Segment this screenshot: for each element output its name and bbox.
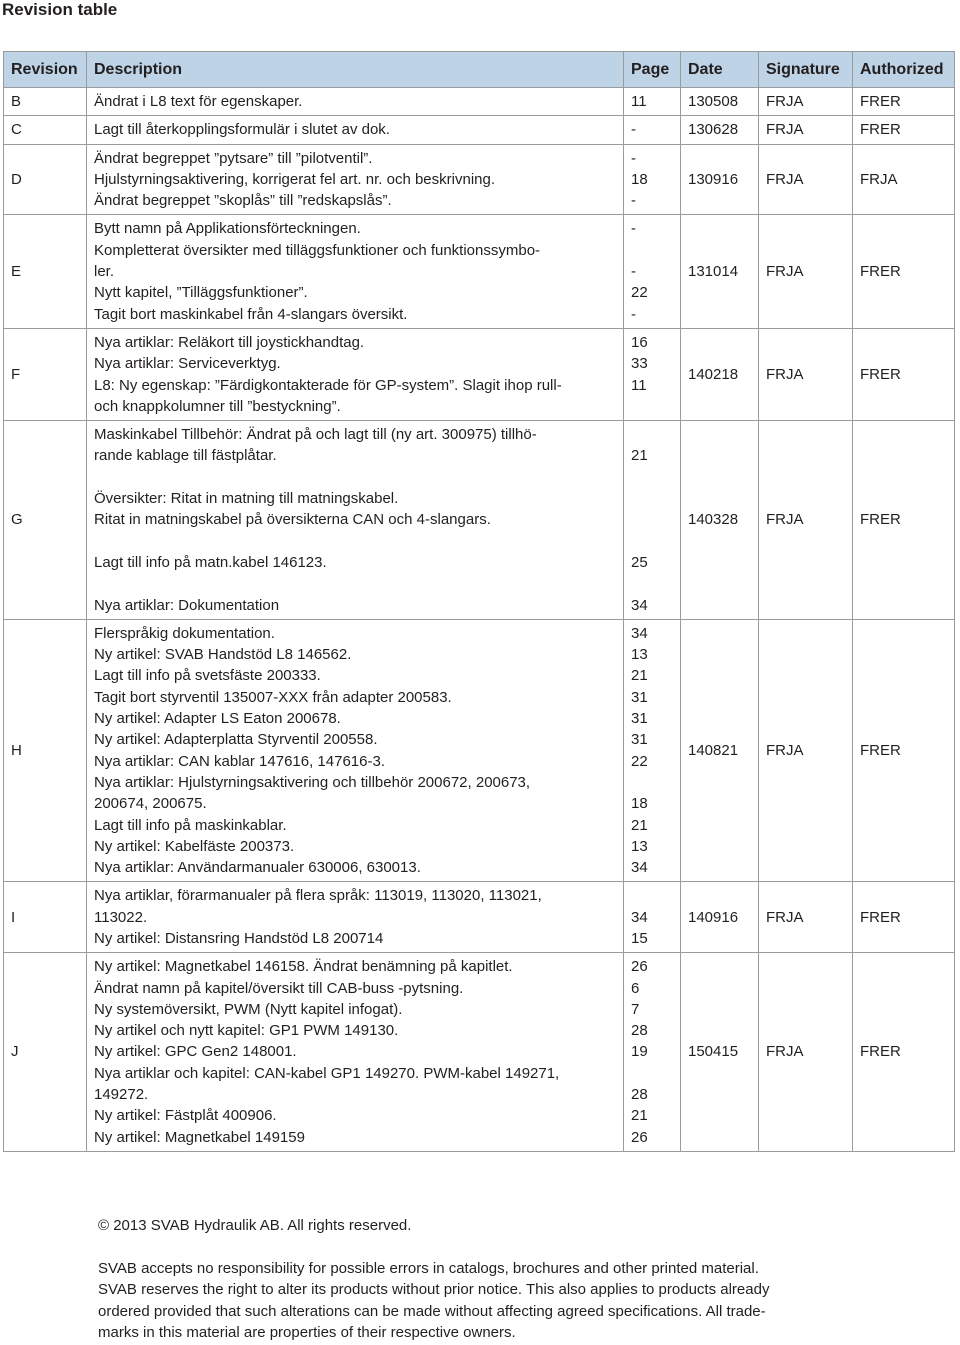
page-cell xyxy=(624,882,681,953)
page-number: 25 xyxy=(631,553,648,571)
description-line: Nya artiklar: Hjulstyrningsaktivering och tillbehör 200672, 200673, xyxy=(94,773,531,791)
description-cell xyxy=(87,144,624,215)
authorized-cell: FRER xyxy=(853,619,955,882)
date-cell: 130508 xyxy=(681,88,759,116)
page-number: 22 xyxy=(631,284,648,302)
description-line: Nya artiklar: Dokumentation xyxy=(94,596,280,614)
page-number: - xyxy=(631,192,636,210)
page-cell xyxy=(624,116,681,144)
revision-cell: F xyxy=(4,328,87,420)
description-line: Flerspråkig dokumentation. xyxy=(94,624,275,642)
description-line: Nya artiklar: Serviceverktyg. xyxy=(94,355,281,373)
authorized-cell: FRER xyxy=(853,953,955,1152)
authorized-cell: FRER xyxy=(853,421,955,620)
description-line: Ändrat begreppet ”skoplås” till ”redskapslås”. xyxy=(94,192,392,210)
page-number: 15 xyxy=(631,929,648,947)
description-line: Bytt namn på Applikationsförteckningen. xyxy=(94,220,361,238)
page-number: 6 xyxy=(631,979,640,997)
signature-cell: FRJA xyxy=(759,88,853,116)
page-number xyxy=(631,531,673,552)
description-line: Översikter: Ritat in matning till matningskabel. xyxy=(94,490,399,508)
copyright-notice: © 2013 SVAB Hydraulik AB. All rights reserved. xyxy=(98,1217,412,1234)
page-number: 31 xyxy=(631,688,648,706)
description-cell xyxy=(87,421,624,620)
table-row xyxy=(4,619,955,882)
page-number xyxy=(631,488,673,509)
description-line: Tagit bort maskinkabel från 4-slangars översikt. xyxy=(94,305,408,323)
page-number: 34 xyxy=(631,908,648,926)
description-line: Nytt kapitel, ”Tilläggsfunktioner”. xyxy=(94,284,308,302)
page-number: - xyxy=(631,121,636,139)
page-number xyxy=(631,573,673,594)
signature-cell: FRJA xyxy=(759,421,853,620)
revision-cell: G xyxy=(4,421,87,620)
disclaimer-line: marks in this material are properties of their respective owners. xyxy=(98,1323,516,1341)
date-cell: 130916 xyxy=(681,144,759,215)
description-line: och knappkolumner till ”bestyckning”. xyxy=(94,397,341,415)
page-number: 28 xyxy=(631,1086,648,1104)
page-cell xyxy=(624,328,681,420)
table-row xyxy=(4,328,955,420)
description-cell xyxy=(87,215,624,328)
page-cell xyxy=(624,953,681,1152)
description-line: 149272. xyxy=(94,1086,149,1104)
description-cell xyxy=(87,953,624,1152)
column-header-page: Page xyxy=(624,52,681,88)
page-number: 22 xyxy=(631,752,648,770)
description-cell xyxy=(87,88,624,116)
page-number: 11 xyxy=(631,376,647,394)
description-line: Ny artikel: Adapter LS Eaton 200678. xyxy=(94,710,341,728)
page-number: 13 xyxy=(631,837,648,855)
description-line: Nya artiklar: Användarmanualer 630006, 630013. xyxy=(94,859,421,877)
date-cell: 140916 xyxy=(681,882,759,953)
page-number: - xyxy=(631,149,636,167)
authorized-cell: FRER xyxy=(853,215,955,328)
page-cell xyxy=(624,88,681,116)
revision-cell: C xyxy=(4,116,87,144)
page-number: 28 xyxy=(631,1022,648,1040)
description-line: 200674, 200675. xyxy=(94,795,207,813)
description-line: Ändrat namn på kapitel/översikt till CAB-buss -pytsning. xyxy=(94,979,464,997)
page-number: 21 xyxy=(631,447,648,465)
description-cell xyxy=(87,116,624,144)
signature-cell: FRJA xyxy=(759,215,853,328)
page-number: 34 xyxy=(631,859,648,877)
page-number: 18 xyxy=(631,795,648,813)
page-number: 26 xyxy=(631,958,648,976)
disclaimer-line: ordered provided that such alterations can be made without affecting agreed specifications. All trade- xyxy=(98,1302,766,1320)
disclaimer xyxy=(98,1258,769,1343)
disclaimer-line: SVAB reserves the right to alter its products without prior notice. This also applies to products already xyxy=(98,1281,770,1299)
page-number: 18 xyxy=(631,170,648,188)
description-cell xyxy=(87,619,624,882)
column-header-revision: Revision xyxy=(4,52,87,88)
page-number: 19 xyxy=(631,1043,648,1061)
signature-cell: FRJA xyxy=(759,953,853,1152)
page-title: Revision table xyxy=(2,0,118,19)
revision-cell: E xyxy=(4,215,87,328)
description-line xyxy=(94,467,616,488)
description-line: Lagt till info på svetsfäste 200333. xyxy=(94,667,321,685)
description-line: Ny artikel: Fästplåt 400906. xyxy=(94,1107,277,1125)
signature-cell: FRJA xyxy=(759,328,853,420)
column-header-signature: Signature xyxy=(759,52,853,88)
date-cell: 150415 xyxy=(681,953,759,1152)
page-number xyxy=(631,424,673,445)
page-number: - xyxy=(631,305,636,323)
description-line: Lagt till info på matn.kabel 146123. xyxy=(94,553,327,571)
page-number xyxy=(631,1063,673,1084)
description-line: Lagt till info på maskinkablar. xyxy=(94,816,287,834)
table-header-row xyxy=(4,52,955,88)
table-row xyxy=(4,215,955,328)
authorized-cell: FRER xyxy=(853,882,955,953)
description-line: Hjulstyrningsaktivering, korrigerat fel art. nr. och beskrivning. xyxy=(94,170,496,188)
description-line: Kompletterat översikter med tilläggsfunktioner och funktionssymbo- xyxy=(94,241,541,259)
page-cell xyxy=(624,619,681,882)
signature-cell: FRJA xyxy=(759,144,853,215)
description-line: rande kablage till fästplåtar. xyxy=(94,447,277,465)
signature-cell: FRJA xyxy=(759,882,853,953)
revision-cell: B xyxy=(4,88,87,116)
page-number xyxy=(631,396,673,417)
revision-table xyxy=(3,51,955,1152)
page-number: - xyxy=(631,263,636,281)
description-cell xyxy=(87,882,624,953)
date-cell: 131014 xyxy=(681,215,759,328)
description-line: Nya artiklar: CAN kablar 147616, 147616-3. xyxy=(94,752,385,770)
table-row xyxy=(4,421,955,620)
page-number: 31 xyxy=(631,731,648,749)
page-number: 31 xyxy=(631,710,648,728)
revision-cell: D xyxy=(4,144,87,215)
description-line: Ny artikel: SVAB Handstöd L8 146562. xyxy=(94,646,352,664)
description-line: ler. xyxy=(94,263,115,281)
table-row xyxy=(4,882,955,953)
description-line: Tagit bort styrventil 135007-XXX från adapter 200583. xyxy=(94,688,452,706)
authorized-cell: FRER xyxy=(853,88,955,116)
description-line: Nya artiklar och kapitel: CAN-kabel GP1 149270. PWM-kabel 149271, xyxy=(94,1064,560,1082)
description-line xyxy=(94,531,616,552)
table-row xyxy=(4,116,955,144)
column-header-date: Date xyxy=(681,52,759,88)
description-line: Ny artikel och nytt kapitel: GP1 PWM 149130. xyxy=(94,1022,399,1040)
signature-cell: FRJA xyxy=(759,619,853,882)
description-line: Lagt till återkopplingsformulär i slutet av dok. xyxy=(94,121,390,139)
page-number: 26 xyxy=(631,1128,648,1146)
page-number: 13 xyxy=(631,646,648,664)
page-number xyxy=(631,885,673,906)
authorized-cell: FRER xyxy=(853,328,955,420)
date-cell: 130628 xyxy=(681,116,759,144)
page-number: 16 xyxy=(631,333,648,351)
revision-table-body xyxy=(4,88,955,1152)
page-cell xyxy=(624,144,681,215)
revision-cell: H xyxy=(4,619,87,882)
page-number: 21 xyxy=(631,1107,648,1125)
page-number xyxy=(631,772,673,793)
date-cell: 140328 xyxy=(681,421,759,620)
page-number xyxy=(631,467,673,488)
page-number xyxy=(631,509,673,530)
table-row xyxy=(4,144,955,215)
description-line: Ny artikel: Magnetkabel 146158. Ändrat benämning på kapitlet. xyxy=(94,958,513,976)
description-line: Nya artiklar, förarmanualer på flera språk: 113019, 113020, 113021, xyxy=(94,887,542,905)
page-number: 33 xyxy=(631,355,648,373)
page-number: 34 xyxy=(631,596,648,614)
description-line: L8: Ny egenskap: ”Färdigkontakterade för GP-system”. Slagit ihop rull- xyxy=(94,376,562,394)
description-line: Ny artikel: Adapterplatta Styrventil 200558. xyxy=(94,731,378,749)
column-header-description: Description xyxy=(87,52,624,88)
page-number: - xyxy=(631,220,636,238)
authorized-cell: FRER xyxy=(853,116,955,144)
page-number: 21 xyxy=(631,816,648,834)
date-cell: 140821 xyxy=(681,619,759,882)
page-cell xyxy=(624,215,681,328)
page-number: 11 xyxy=(631,93,647,110)
revision-cell: J xyxy=(4,953,87,1152)
page-number xyxy=(631,240,673,261)
description-line: Nya artiklar: Reläkort till joystickhandtag. xyxy=(94,333,365,351)
page-number: 34 xyxy=(631,624,648,642)
revision-cell: I xyxy=(4,882,87,953)
description-line: Ny artikel: Kabelfäste 200373. xyxy=(94,837,295,855)
description-line: Ändrat i L8 text för egenskaper. xyxy=(94,93,303,110)
description-line: Maskinkabel Tillbehör: Ändrat på och lagt till (ny art. 300975) tillhö- xyxy=(94,426,537,444)
description-line: Ny artikel: Magnetkabel 149159 xyxy=(94,1128,305,1146)
description-line: Ny artikel: Distansring Handstöd L8 200714 xyxy=(94,929,384,947)
description-cell xyxy=(87,328,624,420)
authorized-cell: FRJA xyxy=(853,144,955,215)
description-line: 113022. xyxy=(94,908,148,926)
table-row xyxy=(4,953,955,1152)
description-line: Ändrat begreppet ”pytsare” till ”pilotventil”. xyxy=(94,149,373,167)
disclaimer-line: SVAB accepts no responsibility for possible errors in catalogs, brochures and other printed material. xyxy=(98,1260,759,1277)
description-line: Ritat in matningskabel på översikterna CAN och 4-slangars. xyxy=(94,511,491,529)
column-header-authorized: Authorized xyxy=(853,52,955,88)
description-line: Ny systemöversikt, PWM (Nytt kapitel infogat). xyxy=(94,1000,403,1018)
signature-cell: FRJA xyxy=(759,116,853,144)
page-cell xyxy=(624,421,681,620)
page-number: 21 xyxy=(631,667,648,685)
page-number: 7 xyxy=(631,1000,640,1018)
description-line xyxy=(94,573,616,594)
description-line: Ny artikel: GPC Gen2 148001. xyxy=(94,1043,297,1061)
date-cell: 140218 xyxy=(681,328,759,420)
table-row xyxy=(4,88,955,116)
